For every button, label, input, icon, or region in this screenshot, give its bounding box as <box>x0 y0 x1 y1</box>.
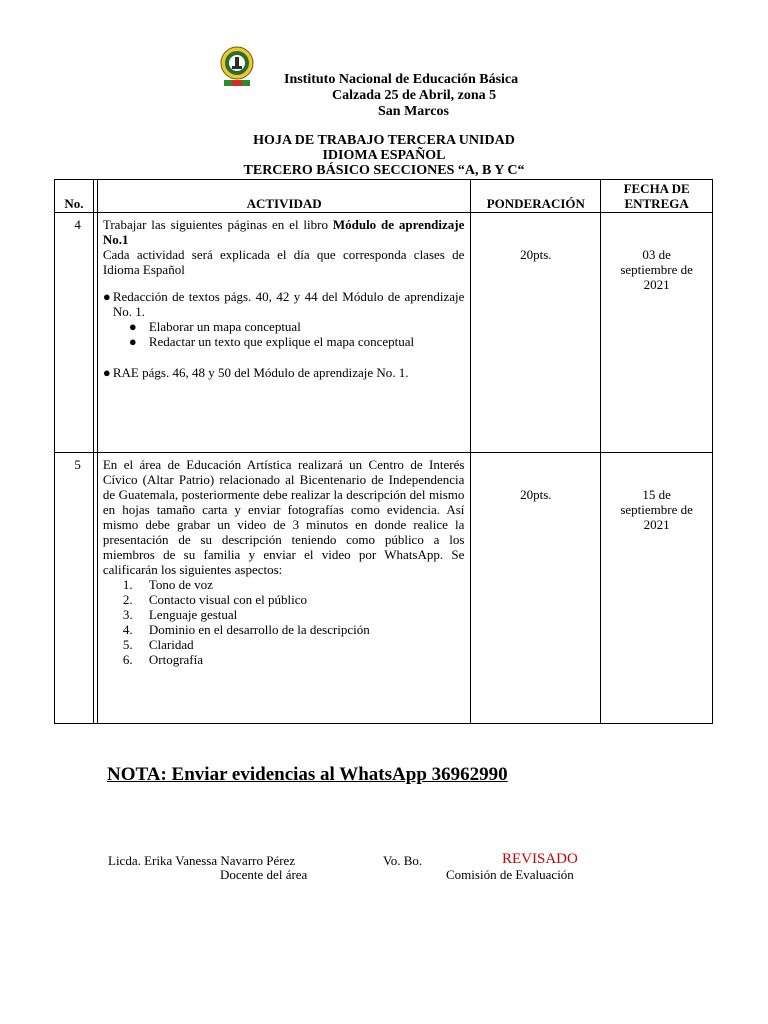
criteria-list <box>103 577 465 667</box>
sub-bullet-text: Elaborar un mapa conceptual <box>148 319 301 334</box>
fecha-line: 03 de <box>642 247 671 262</box>
list-item <box>103 637 465 652</box>
sub-bullet-item <box>103 319 465 334</box>
institution-header <box>284 72 584 120</box>
table-header-row <box>55 180 713 213</box>
ponderacion-cell: 20pts. <box>471 453 601 724</box>
intro-text: Trabajar las siguientes páginas en el libro <box>102 217 333 232</box>
fecha-line: 2021 <box>643 517 670 532</box>
activity-cell <box>97 213 471 453</box>
row-number: 4 <box>55 213 94 453</box>
nota-whatsapp: NOTA: Enviar evidencias al WhatsApp 36962990 <box>107 764 508 785</box>
module-title: Módulo de aprendizaje No.1 <box>102 217 465 247</box>
header-no: No. <box>55 180 94 213</box>
school-crest-logo <box>220 44 254 90</box>
bullet-text: RAE págs. 46, 48 y 50 del Módulo de aprendizaje No. 1. <box>112 365 409 380</box>
table-row <box>55 213 713 453</box>
bullet-item <box>103 365 465 380</box>
fecha-line: septiembre de <box>620 502 693 517</box>
list-item <box>103 622 465 637</box>
list-item-text: Ortografía <box>148 652 203 667</box>
header-fecha-line1: FECHA DE <box>623 181 690 196</box>
ponderacion-cell: 20pts. <box>471 213 601 453</box>
title-unit: HOJA DE TRABAJO TERCERA UNIDAD <box>253 133 515 148</box>
bullet-icon: ● <box>102 289 111 304</box>
institution-city: San Marcos <box>378 104 449 119</box>
header-actividad: ACTIVIDAD <box>97 180 471 213</box>
fecha-line: septiembre de <box>620 262 693 277</box>
list-item-text: Contacto visual con el público <box>148 592 307 607</box>
fecha-line: 2021 <box>643 277 670 292</box>
institution-address: Calzada 25 de Abril, zona 5 <box>332 88 497 103</box>
bullet-text: Redacción de textos págs. 40, 42 y 44 del Módulo de aprendizaje No. 1. <box>112 289 465 319</box>
teacher-role: Docente del área <box>220 867 308 882</box>
vobo-label: Vo. Bo. <box>383 853 423 868</box>
list-item-text: Tono de voz <box>148 577 213 592</box>
revisado-stamp: REVISADO <box>502 851 578 867</box>
list-item <box>103 607 465 622</box>
list-item-text: Dominio en el desarrollo de la descripción <box>148 622 370 637</box>
header-ponderacion: PONDERACIÓN <box>471 180 601 213</box>
institution-name: Instituto Nacional de Educación Básica <box>284 72 519 87</box>
bullet-icon: ● <box>128 334 137 349</box>
bullet-icon: ● <box>102 365 111 380</box>
title-subject: IDIOMA ESPAÑOL <box>322 148 446 163</box>
list-item-text: Claridad <box>148 637 194 652</box>
sub-bullet-item <box>103 334 465 349</box>
list-item-number: 1. <box>122 577 133 592</box>
fecha-cell <box>601 453 713 724</box>
list-item <box>103 577 465 592</box>
fecha-line: 15 de <box>642 487 671 502</box>
document-titles <box>0 133 768 178</box>
list-item-number: 6. <box>122 652 133 667</box>
bullet-item <box>103 289 465 319</box>
activity-cell <box>97 453 471 724</box>
commission-label: Comisión de Evaluación <box>446 867 574 882</box>
activities-table <box>54 179 713 724</box>
activity-intro <box>103 217 465 247</box>
list-item-number: 3. <box>122 607 133 622</box>
activity-description: En el área de Educación Artística realizará un Centro de Interés Cívico (Altar Patrio) relacionado al Bicentenario de Independencia de Guatemala, posteriormente debe realizar la descripción del mismo en hojas tamaño carta y enviar fotografías como evidencia. Así mismo debe grabar un video de 3 minutos en donde realice la presentación de su descripción teniendo como público a los miembros de su familia y enviar el video por WhatsApp. Se calificarán los siguientes aspectos: <box>102 457 465 577</box>
list-item-text: Lenguaje gestual <box>148 607 238 622</box>
list-item <box>103 652 465 667</box>
title-sections: TERCERO BÁSICO SECCIONES “A, B Y C“ <box>243 163 525 178</box>
fecha-cell <box>601 213 713 453</box>
row-number: 5 <box>55 453 94 724</box>
header-fecha <box>601 180 713 213</box>
bullet-icon: ● <box>128 319 137 334</box>
list-item <box>103 592 465 607</box>
list-item-number: 4. <box>122 622 133 637</box>
list-item-number: 2. <box>122 592 133 607</box>
list-item-number: 5. <box>122 637 133 652</box>
sub-bullet-text: Redactar un texto que explique el mapa conceptual <box>148 334 415 349</box>
teacher-name: Licda. Erika Vanessa Navarro Pérez <box>108 853 296 868</box>
activity-explanation: Cada actividad será explicada el día que corresponda clases de Idioma Español <box>102 247 465 277</box>
header-fecha-line2: ENTREGA <box>624 196 689 211</box>
table-row <box>55 453 713 724</box>
